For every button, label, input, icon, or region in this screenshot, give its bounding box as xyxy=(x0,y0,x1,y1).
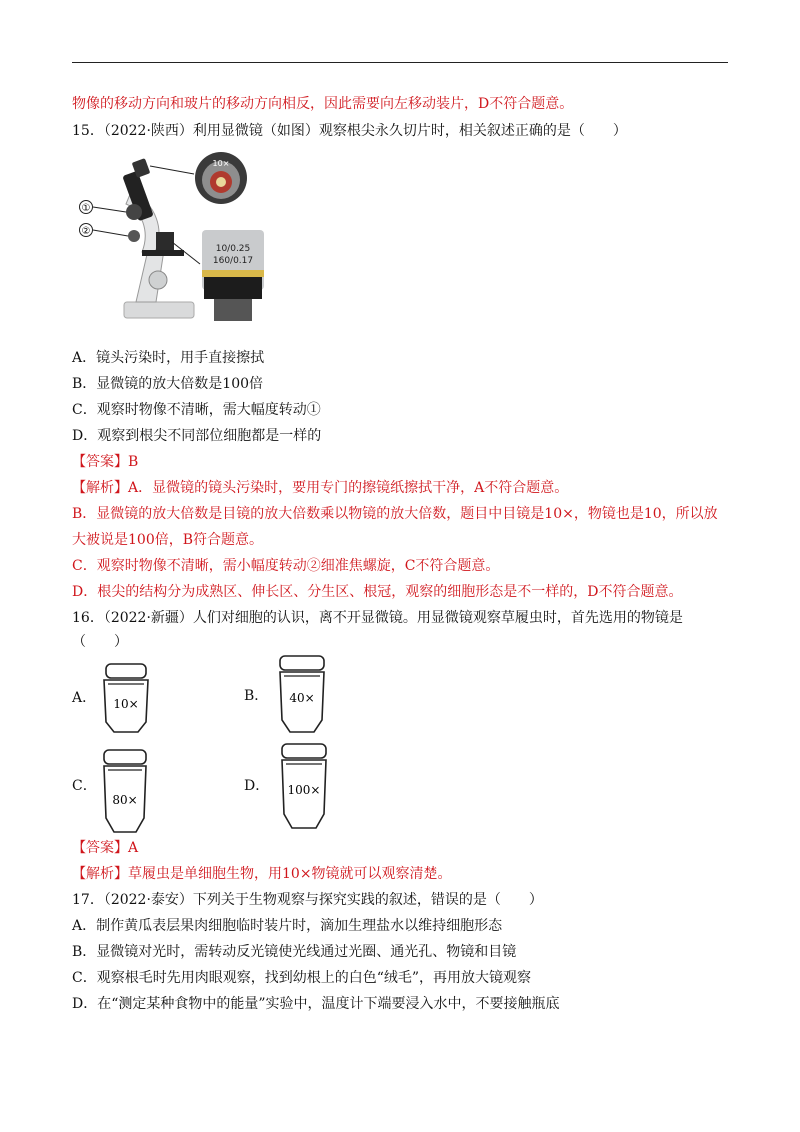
q16-objective-lens-c xyxy=(98,748,152,838)
q15-answer: 【答案】B xyxy=(72,454,139,470)
svg-text:②: ② xyxy=(81,226,91,237)
q17-option-a: A．制作黄瓜表层果肉细胞临时装片时，滴加生理盐水以维持细胞形态 xyxy=(72,918,503,934)
q17-option-b: B．显微镜对光时，需转动反光镜使光线通过光圈、通光孔、物镜和目镜 xyxy=(72,944,517,960)
q16-option-b-label: B． xyxy=(244,688,269,704)
q16-answer: 【答案】A xyxy=(72,840,139,856)
q17-stem: 17．（2022·泰安）下列关于生物观察与探究实践的叙述，错误的是（ ） xyxy=(72,892,543,908)
header-rule xyxy=(72,62,728,63)
q16-option-c-label: C． xyxy=(72,778,97,794)
callout-1 xyxy=(80,201,127,215)
svg-text:10/0.25: 10/0.25 xyxy=(215,244,251,254)
q15-microscope-figure xyxy=(76,152,346,332)
svg-text:80×: 80× xyxy=(112,793,138,807)
q15-analysis-b-cont: 大被说是100倍，B符合题意。 xyxy=(72,532,264,548)
q15-analysis-c: C．观察时物像不清晰，需小幅度转动②细准焦螺旋，C不符合题意。 xyxy=(72,558,500,574)
q16-option-d-label: D． xyxy=(244,778,270,794)
svg-text:①: ① xyxy=(81,203,91,214)
q17-option-c: C．观察根毛时先用肉眼观察，找到幼根上的白色“绒毛”，再用放大镜观察 xyxy=(72,970,532,986)
q15-analysis-a: 【解析】A．显微镜的镜头污染时，要用专门的擦镜纸擦拭干净，A不符合题意。 xyxy=(72,480,569,496)
objective-lens-inset xyxy=(202,230,264,321)
q15-analysis-b: B．显微镜的放大倍数是目镜的放大倍数乘以物镜的放大倍数，题目中目镜是10×，物镜也是10，所以放 xyxy=(72,506,718,522)
q16-option-a-label: A． xyxy=(72,690,97,706)
q16-stem-bracket: （ ） xyxy=(72,634,128,650)
q15-analysis-d: D．根尖的结构分为成熟区、伸长区、分生区、根冠，观察的细胞形态是不一样的，D不符合题意。 xyxy=(72,584,683,600)
svg-text:10×: 10× xyxy=(212,159,230,168)
q16-analysis: 【解析】草履虫是单细胞生物，用10×物镜就可以观察清楚。 xyxy=(72,866,452,882)
svg-text:40×: 40× xyxy=(289,691,315,705)
svg-text:160/0.17: 160/0.17 xyxy=(212,256,254,266)
eyepiece-inset xyxy=(195,152,247,204)
svg-text:10×: 10× xyxy=(113,697,139,711)
q15-option-c: C．观察时物像不清晰，需大幅度转动① xyxy=(72,402,321,418)
q16-objective-lens-b xyxy=(274,654,330,740)
q15-option-d: D．观察到根尖不同部位细胞都是一样的 xyxy=(72,428,322,444)
q15-stem: 15．（2022·陕西）利用显微镜（如图）观察根尖永久切片时，相关叙述正确的是（ ） xyxy=(72,123,627,139)
q17-option-d: D．在“测定某种食物中的能量”实验中，温度计下端要浸入水中，不要接触瓶底 xyxy=(72,996,560,1012)
q15-option-a: A．镜头污染时，用手直接擦拭 xyxy=(72,350,265,366)
q16-objective-lens-d xyxy=(276,742,332,834)
previous-analysis-continuation: 物像的移动方向和玻片的移动方向相反，因此需要向左移动装片，D不符合题意。 xyxy=(72,96,574,112)
q16-objective-lens-a xyxy=(96,662,156,742)
svg-text:100×: 100× xyxy=(287,783,321,797)
q15-option-b: B．显微镜的放大倍数是100倍 xyxy=(72,376,264,392)
q16-stem: 16．（2022·新疆）人们对细胞的认识，离不开显微镜。用显微镜观察草履虫时，首先选用的物镜是 xyxy=(72,610,683,626)
callout-2 xyxy=(80,224,129,238)
microscope-illustration xyxy=(122,158,194,318)
